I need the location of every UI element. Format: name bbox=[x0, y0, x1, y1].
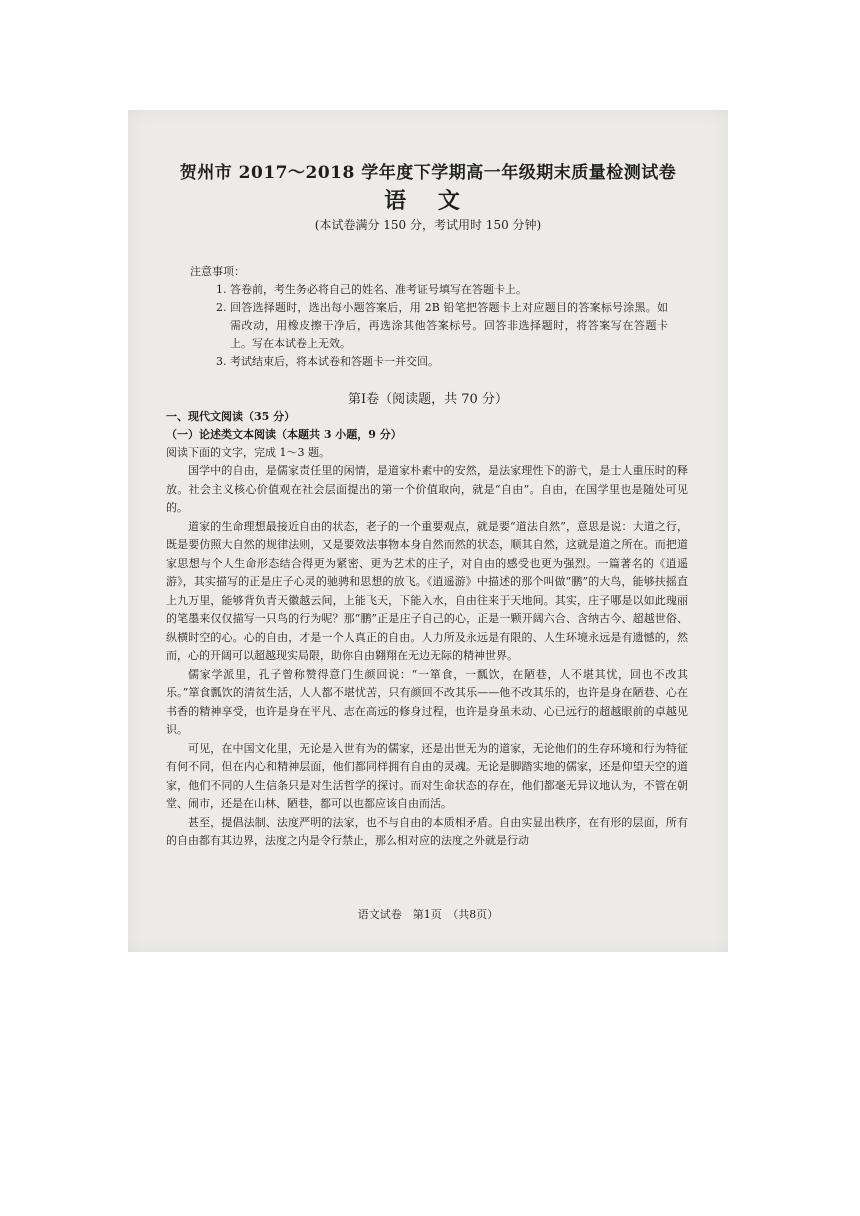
reading-instruction: 阅读下面的文字，完成 1～3 题。 bbox=[166, 446, 330, 459]
section-title: 一、现代文阅读（35 分） bbox=[166, 410, 296, 423]
notice-text: 回答选择题时，选出每小题答案后，用 2B 铅笔把答题卡上对应题目的答案标号涂黑。如需改动，用橡皮擦干净后，再选涂其他答案标号。回答非选择题时，将答案写在答题卡上。写在本试卷上无效。 bbox=[230, 301, 668, 350]
page-footer: 语文试卷 第1页 （共8页） bbox=[357, 908, 499, 921]
passage-paragraph: 甚至，提倡法制、法度严明的法家，也不与自由的本质相矛盾。自由实显出秩序，在有形的层面，所有的自由都有其边界，法度之内是令行禁止，那么相对应的法度之外就是行动 bbox=[166, 815, 688, 847]
notice-text: 考试结束后，将本试卷和答题卡一并交回。 bbox=[230, 355, 439, 368]
notice-number: 3. bbox=[216, 355, 227, 368]
subsection-title: （一）论述类文本阅读（本题共 3 小题，9 分） bbox=[166, 428, 402, 441]
notice-item bbox=[216, 299, 668, 353]
scanned-exam-page bbox=[128, 110, 728, 952]
subject-title: 语 文 bbox=[384, 188, 472, 214]
passage-paragraph: 道家的生命理想最接近自由的状态，老子的一个重要观点，就是要“道法自然”，意思是说：大道之行，既是要仿照大自然的规律法则，又是要效法事物本身自然而然的状态，顺其自然，这就是道之所在。而把道家思想与个人生命形态结合得更为紧密、更为艺术的庄子，对自由的感受也更为强烈。一篇著名的《逍遥游》，其实描写的正是庄子心灵的驰骋和思想的放飞。《逍遥游》中描述的那个叫做“鹏”的大鸟，能够扶摇直上九万里，能够背负青天徽越云间，上能飞天，下能入水，自由往来于天地间。其实，庄子哪是以如此瑰丽的笔墨来仅仅描写一只鸟的行为呢？那“鹏”正是庄子自己的心，正是一颗开阔六合、含纳古今、超越世俗、纵横时空的心。心的自由，才是一个人真正的自由。人力所及永远是有限的、人生环境永远是有遗憾的，然而，心的开阔可以超越现实局限，助你自由翱翔在无边无际的精神世界。 bbox=[166, 519, 688, 662]
notice-item bbox=[216, 281, 668, 299]
passage-paragraph: 国学中的自由，是儒家责任里的闲情，是道家朴素中的安然，是法家理性下的游弋，是士人重压时的释放。社会主义核心价值观在社会层面提出的第一个价值取向，就是“自由”。自由，在国学里也是随处可见的。 bbox=[166, 464, 688, 514]
notice-text: 答卷前，考生务必将自己的姓名、准考证号填写在答题卡上。 bbox=[230, 283, 527, 296]
exam-title: 贺州市 2017～2018 学年度下学期高一年级期末质量检测试卷 bbox=[179, 163, 677, 183]
part-title: 第Ⅰ卷（阅读题，共 70 分） bbox=[348, 392, 508, 407]
notice-number: 2. bbox=[216, 301, 227, 314]
notices-title: 注意事项： bbox=[190, 265, 245, 278]
passage-paragraph: 可见，在中国文化里，无论是入世有为的儒家，还是出世无为的道家，无论他们的生存环境和行为特征有何不同，但在内心和精神层面，他们都同样拥有自由的灵魂。无论是脚踏实地的儒家，还是仰望天空的道家，他们不同的人生信条只是对生活哲学的探讨。而对生命状态的存在，他们都毫无异议地认为，不管在朝堂、闹市，还是在山林、陋巷，都可以也都应该自由而活。 bbox=[166, 741, 688, 810]
notices-list bbox=[216, 281, 668, 371]
notice-number: 1. bbox=[216, 283, 227, 296]
notice-item bbox=[216, 353, 668, 371]
reading-passage bbox=[166, 462, 688, 851]
exam-info: (本试卷满分 150 分，考试用时 150 分钟) bbox=[314, 218, 542, 232]
passage-paragraph: 儒家学派里，孔子曾称赞得意门生颜回说：“一箪食，一瓢饮，在陋巷，人不堪其忧，回也不改其乐。”箪食瓢饮的清贫生活，人人都不堪忧苦，只有颜回不改其乐——他不改其乐的，也许是身在陋巷、心在书香的精神享受，也许是身在平凡、志在高远的修身过程，也许是身虽未动、心已远行的超越眼前的卓越见识。 bbox=[166, 667, 688, 736]
